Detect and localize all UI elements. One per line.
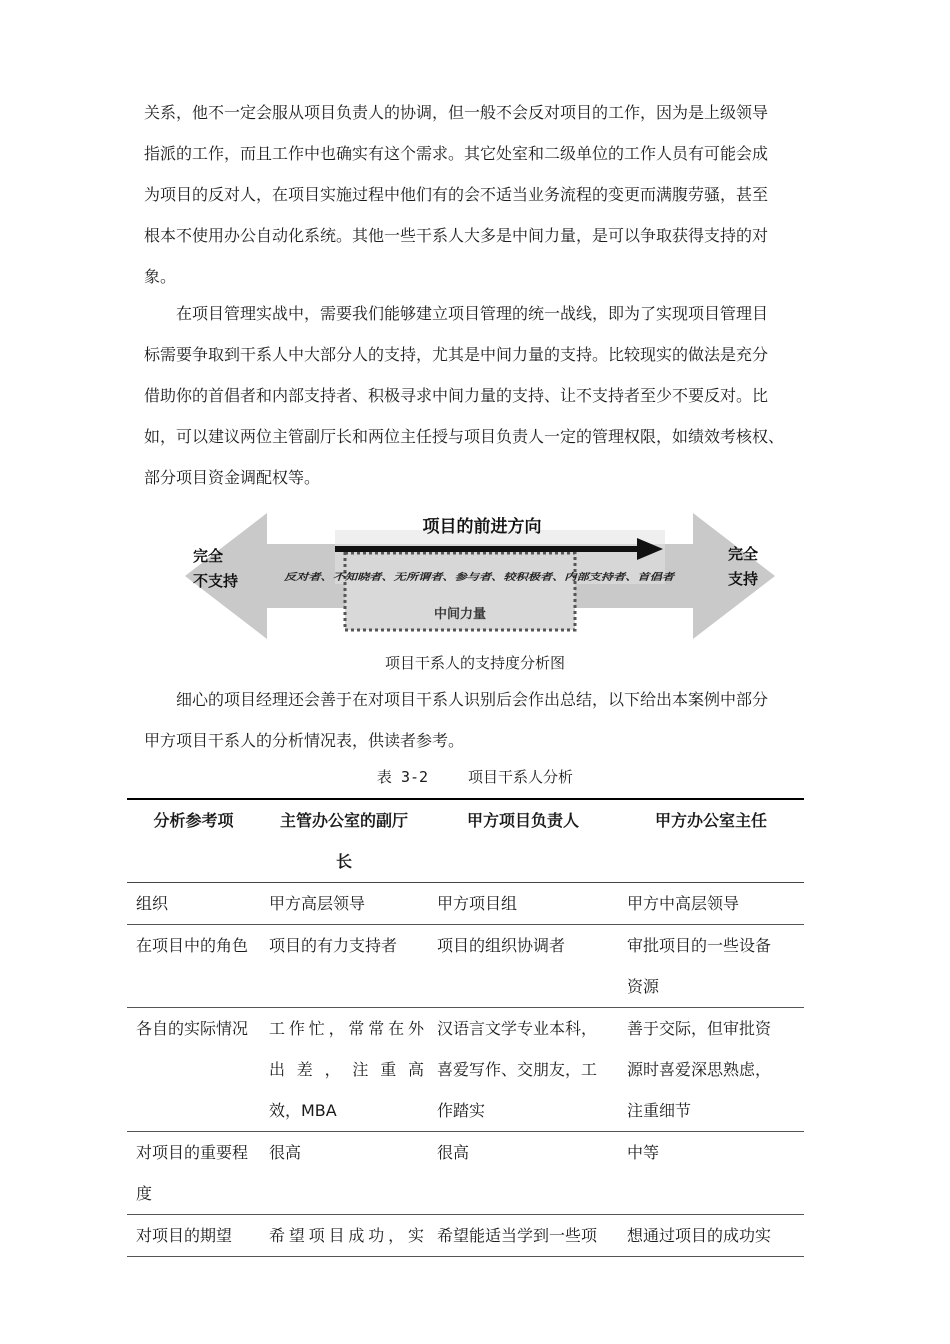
cell-line: 汉语言文学专业本科， xyxy=(437,1019,598,1038)
table-cell xyxy=(260,925,428,1008)
table-number: 表 3-2 xyxy=(376,768,429,786)
table-row xyxy=(127,925,804,1008)
cell-line: 项目的有力支持者 xyxy=(269,936,398,955)
cell-line: 很高 xyxy=(269,1143,302,1162)
support-scale-text: 反对者、不知晓者、无所谓者、参与者、较积极者、内部支持者、首倡者 xyxy=(284,572,589,583)
cell-line: 很高 xyxy=(437,1143,470,1162)
column-header xyxy=(260,799,428,883)
column-header xyxy=(618,799,804,883)
cell-line: 在项目中的角色 xyxy=(136,936,249,955)
cell-line: 甲方高层领导 xyxy=(269,894,366,913)
left-end-label: 完全 xyxy=(193,547,224,565)
direction-label: 项目的前进方向 xyxy=(422,517,542,537)
text-line: 为项目的反对人，在项目实施过程中他们有的会不适当业务流程的变更而满腹劳骚，甚至 xyxy=(144,185,769,204)
cell-line: 喜爱写作、交朋友，工 xyxy=(437,1060,598,1079)
header-line: 主管办公室的副厅 xyxy=(279,811,408,830)
text-line: 标需要争取到干系人中大部分人的支持，尤其是中间力量的支持。比较现实的做法是充分 xyxy=(144,345,769,364)
header-line: 甲方项目负责人 xyxy=(466,811,579,830)
table-cell xyxy=(618,1008,804,1132)
cell-line: 注重细节 xyxy=(627,1101,692,1120)
cell-line: 甲方中高层领导 xyxy=(627,894,740,913)
right-end-label: 支持 xyxy=(728,570,759,588)
cell-line: 工作忙，常常在外 xyxy=(269,1019,424,1038)
row-label xyxy=(127,1215,260,1257)
cell-line: 希望能适当学到一些项 xyxy=(437,1226,598,1245)
cell-line: 中等 xyxy=(627,1143,660,1162)
table-cell xyxy=(428,1132,618,1215)
table-cell xyxy=(618,1215,804,1257)
table-cell xyxy=(260,1132,428,1215)
cell-line: 度 xyxy=(136,1184,153,1203)
stakeholder-analysis-table xyxy=(127,798,804,1257)
cell-line: 希望项目成功，实 xyxy=(269,1226,424,1245)
table-cell xyxy=(618,1132,804,1215)
cell-line: 对项目的重要程 xyxy=(136,1143,249,1162)
support-degree-diagram xyxy=(185,508,775,644)
paragraph-2 xyxy=(144,293,816,498)
text-line: 根本不使用办公自动化系统。其他一些干系人大多是中间力量，是可以争取获得支持的对 xyxy=(144,226,769,245)
text-line: 借助你的首倡者和内部支持者、积极寻求中间力量的支持、让不支持者至少不要反对。比 xyxy=(144,386,769,405)
text-line: 如，可以建议两位主管副厅长和两位主任授与项目负责人一定的管理权限，如绩效考核权、 xyxy=(144,427,785,446)
header-line: 长 xyxy=(335,852,352,871)
middle-force-label: 中间力量 xyxy=(433,607,487,622)
cell-line: 资源 xyxy=(627,977,660,996)
text-line: 甲方项目干系人的分析情况表，供读者参考。 xyxy=(144,731,465,750)
table-header-row xyxy=(127,799,804,883)
cell-line: 效，MBA xyxy=(269,1101,337,1120)
column-header xyxy=(127,799,260,883)
cell-line: 出差，注重高 xyxy=(269,1060,424,1079)
row-label xyxy=(127,883,260,925)
cell-line: 项目的组织协调者 xyxy=(437,936,566,955)
cell-line: 善于交际，但审批资 xyxy=(627,1019,772,1038)
diagram-caption: 项目干系人的支持度分析图 xyxy=(384,654,565,672)
table-row xyxy=(127,1132,804,1215)
row-label xyxy=(127,1008,260,1132)
cell-line: 甲方项目组 xyxy=(437,894,518,913)
text-line: 部分项目资金调配权等。 xyxy=(144,468,321,487)
cell-line: 各自的实际情况 xyxy=(136,1019,249,1038)
cell-line: 源时喜爱深思熟虑， xyxy=(627,1060,772,1079)
text-line: 在项目管理实战中，需要我们能够建立项目管理的统一战线，即为了实现项目管理目 xyxy=(176,304,769,323)
table-cell xyxy=(260,1215,428,1257)
table-cell xyxy=(260,1008,428,1132)
text-line: 关系，他不一定会服从项目负责人的协调，但一般不会反对项目的工作，因为是上级领导 xyxy=(144,103,769,122)
text-line: 指派的工作，而且工作中也确实有这个需求。其它处室和二级单位的工作人员有可能会成 xyxy=(144,144,769,163)
table-cell xyxy=(618,925,804,1008)
table-cell xyxy=(260,883,428,925)
table-cell xyxy=(428,925,618,1008)
table-cell xyxy=(428,883,618,925)
table-row xyxy=(127,883,804,925)
paragraph-3 xyxy=(144,679,816,761)
cell-line: 对项目的期望 xyxy=(136,1226,233,1245)
left-end-label: 不支持 xyxy=(193,572,239,590)
table-row xyxy=(127,1215,804,1257)
row-label xyxy=(127,1132,260,1215)
right-end-label: 完全 xyxy=(728,545,759,563)
table-title xyxy=(0,766,950,787)
header-line: 分析参考项 xyxy=(153,811,234,830)
cell-line: 组织 xyxy=(136,894,169,913)
row-label xyxy=(127,925,260,1008)
text-line: 象。 xyxy=(144,267,177,286)
table-title-text: 项目干系人分析 xyxy=(468,768,574,786)
table-cell xyxy=(428,1008,618,1132)
column-header xyxy=(428,799,618,883)
text-line: 细心的项目经理还会善于在对项目干系人识别后会作出总结，以下给出本案例中部分 xyxy=(176,690,769,709)
cell-line: 审批项目的一些设备 xyxy=(627,936,772,955)
table-row xyxy=(127,1008,804,1132)
paragraph-1 xyxy=(144,92,816,297)
table-cell xyxy=(618,883,804,925)
header-line: 甲方办公室主任 xyxy=(654,811,767,830)
cell-line: 作踏实 xyxy=(437,1101,486,1120)
cell-line: 想通过项目的成功实 xyxy=(627,1226,772,1245)
table-cell xyxy=(428,1215,618,1257)
